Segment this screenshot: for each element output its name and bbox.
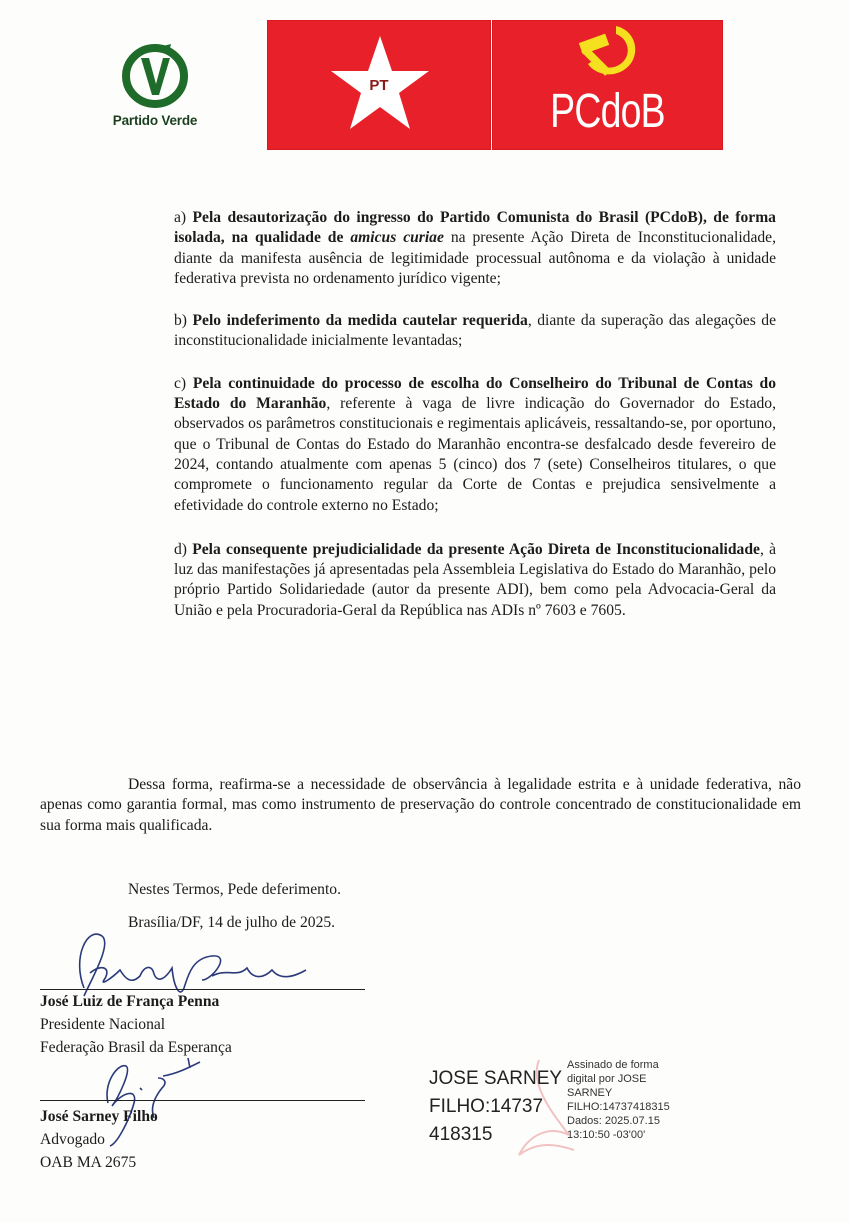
item-body-text: , à luz das manifestações já apresentadas pela Assembleia Legislativa do Estado do Maranhão, pelo próprio Partido Solidariedade (autor da presente ADI), bem como pela Advocacia-Geral da União e pela Procuradoria-Geral da República nas ADIs nº 7603 e 7605. — [174, 540, 776, 619]
pt-label: PT — [369, 77, 389, 94]
item-bold-text: Pela consequente prejudicialidade da presente Ação Direta de Inconstitucionalidade — [192, 540, 760, 558]
request-item-b — [174, 311, 776, 352]
signatory-title: Advogado — [40, 1131, 105, 1148]
signatory-name: José Luiz de França Penna — [40, 993, 220, 1010]
item-marker: b) — [174, 312, 187, 330]
request-item-a — [174, 208, 776, 289]
signatory-title: Presidente Nacional — [40, 1016, 166, 1033]
partido-verde-v-icon — [119, 40, 191, 110]
item-body-text: , diante da superação das alegações de inconstitucionalidade inicialmente levantadas; — [174, 312, 776, 350]
item-bold-text: Pelo indeferimento da medida cautelar requerida — [192, 312, 528, 330]
signatory-organization: Federação Brasil da Esperança — [40, 1039, 232, 1056]
signature-intro — [128, 880, 341, 946]
request-item-c — [174, 374, 776, 516]
digital-signer-name: JOSE SARNEY FILHO:14737 418315 — [429, 1068, 563, 1145]
signatory-sarney — [40, 1105, 158, 1174]
item-italic-text: amicus curiae — [350, 229, 444, 247]
place-date: Brasília/DF, 14 de julho de 2025. — [128, 914, 336, 931]
partido-verde-logo — [100, 40, 210, 135]
item-marker: a) — [174, 209, 187, 226]
letterhead — [0, 0, 850, 160]
request-phrase: Nestes Termos, Pede deferimento. — [128, 881, 341, 898]
item-marker: d) — [174, 540, 187, 558]
partido-verde-label: Partido Verde — [112, 113, 198, 128]
request-item-d — [174, 540, 776, 621]
item-body-text: na presente Ação Direta de Inconstitucionalidade, diante da manifesta ausência de legitimidade processual autônoma e da violação à unidade federativa prevista no ordenamento jurídico vigente; — [174, 229, 776, 287]
item-marker: c) — [174, 374, 187, 392]
signatory-name: José Sarney Filho — [40, 1108, 158, 1125]
closing-paragraph: Dessa forma, reafirma-se a necessidade de observância à legalidade estrita e à unidade federativa, não apenas como garantia formal, mas como instrumento de preservação do controle concentrado de constitucionalidade em sua forma mais qualificada. — [40, 776, 801, 834]
item-body-text: , referente à vaga de livre indicação do Governador do Estado, observados os parâmetros constitucionais e regimentais aplicáveis, ressaltando-se, por oportuno, que o Tribunal de Contas do Estado do Maranhão encontra-se desfalcado desde fevereiro de 2024, contando atualmente com apenas 5 (cinco) dos 7 (sete) Conselheiros titulares, o que compromete o funcionamento regular da Corte de Contas e prejudica sensivelmente a efetividade do controle externo no Estado; — [174, 395, 776, 514]
item-bold-text: Pela desautorização do ingresso do Partido Comunista do Brasil (PCdoB), de forma isolada, na qualidade de — [174, 209, 776, 247]
signatory-penna — [40, 990, 232, 1059]
item-bold-text: Pela continuidade do processo de escolha do Conselheiro do Tribunal de Contas do Estado do Maranhão — [174, 374, 776, 413]
digital-signature-details: Assinado de forma digital por JOSE SARNEY FILHO:14737418315 Dados: 2025.07.15 13:10:50 -03'00' — [567, 1059, 670, 1141]
signature-line-2 — [40, 1100, 365, 1101]
requests-list — [174, 208, 776, 643]
pt-flag — [267, 20, 491, 150]
pcdob-label: PCdoB — [550, 85, 665, 138]
signatory-oab: OAB MA 2675 — [40, 1154, 137, 1171]
hammer-sickle-icon — [492, 20, 723, 90]
pcdob-flag — [492, 20, 723, 150]
